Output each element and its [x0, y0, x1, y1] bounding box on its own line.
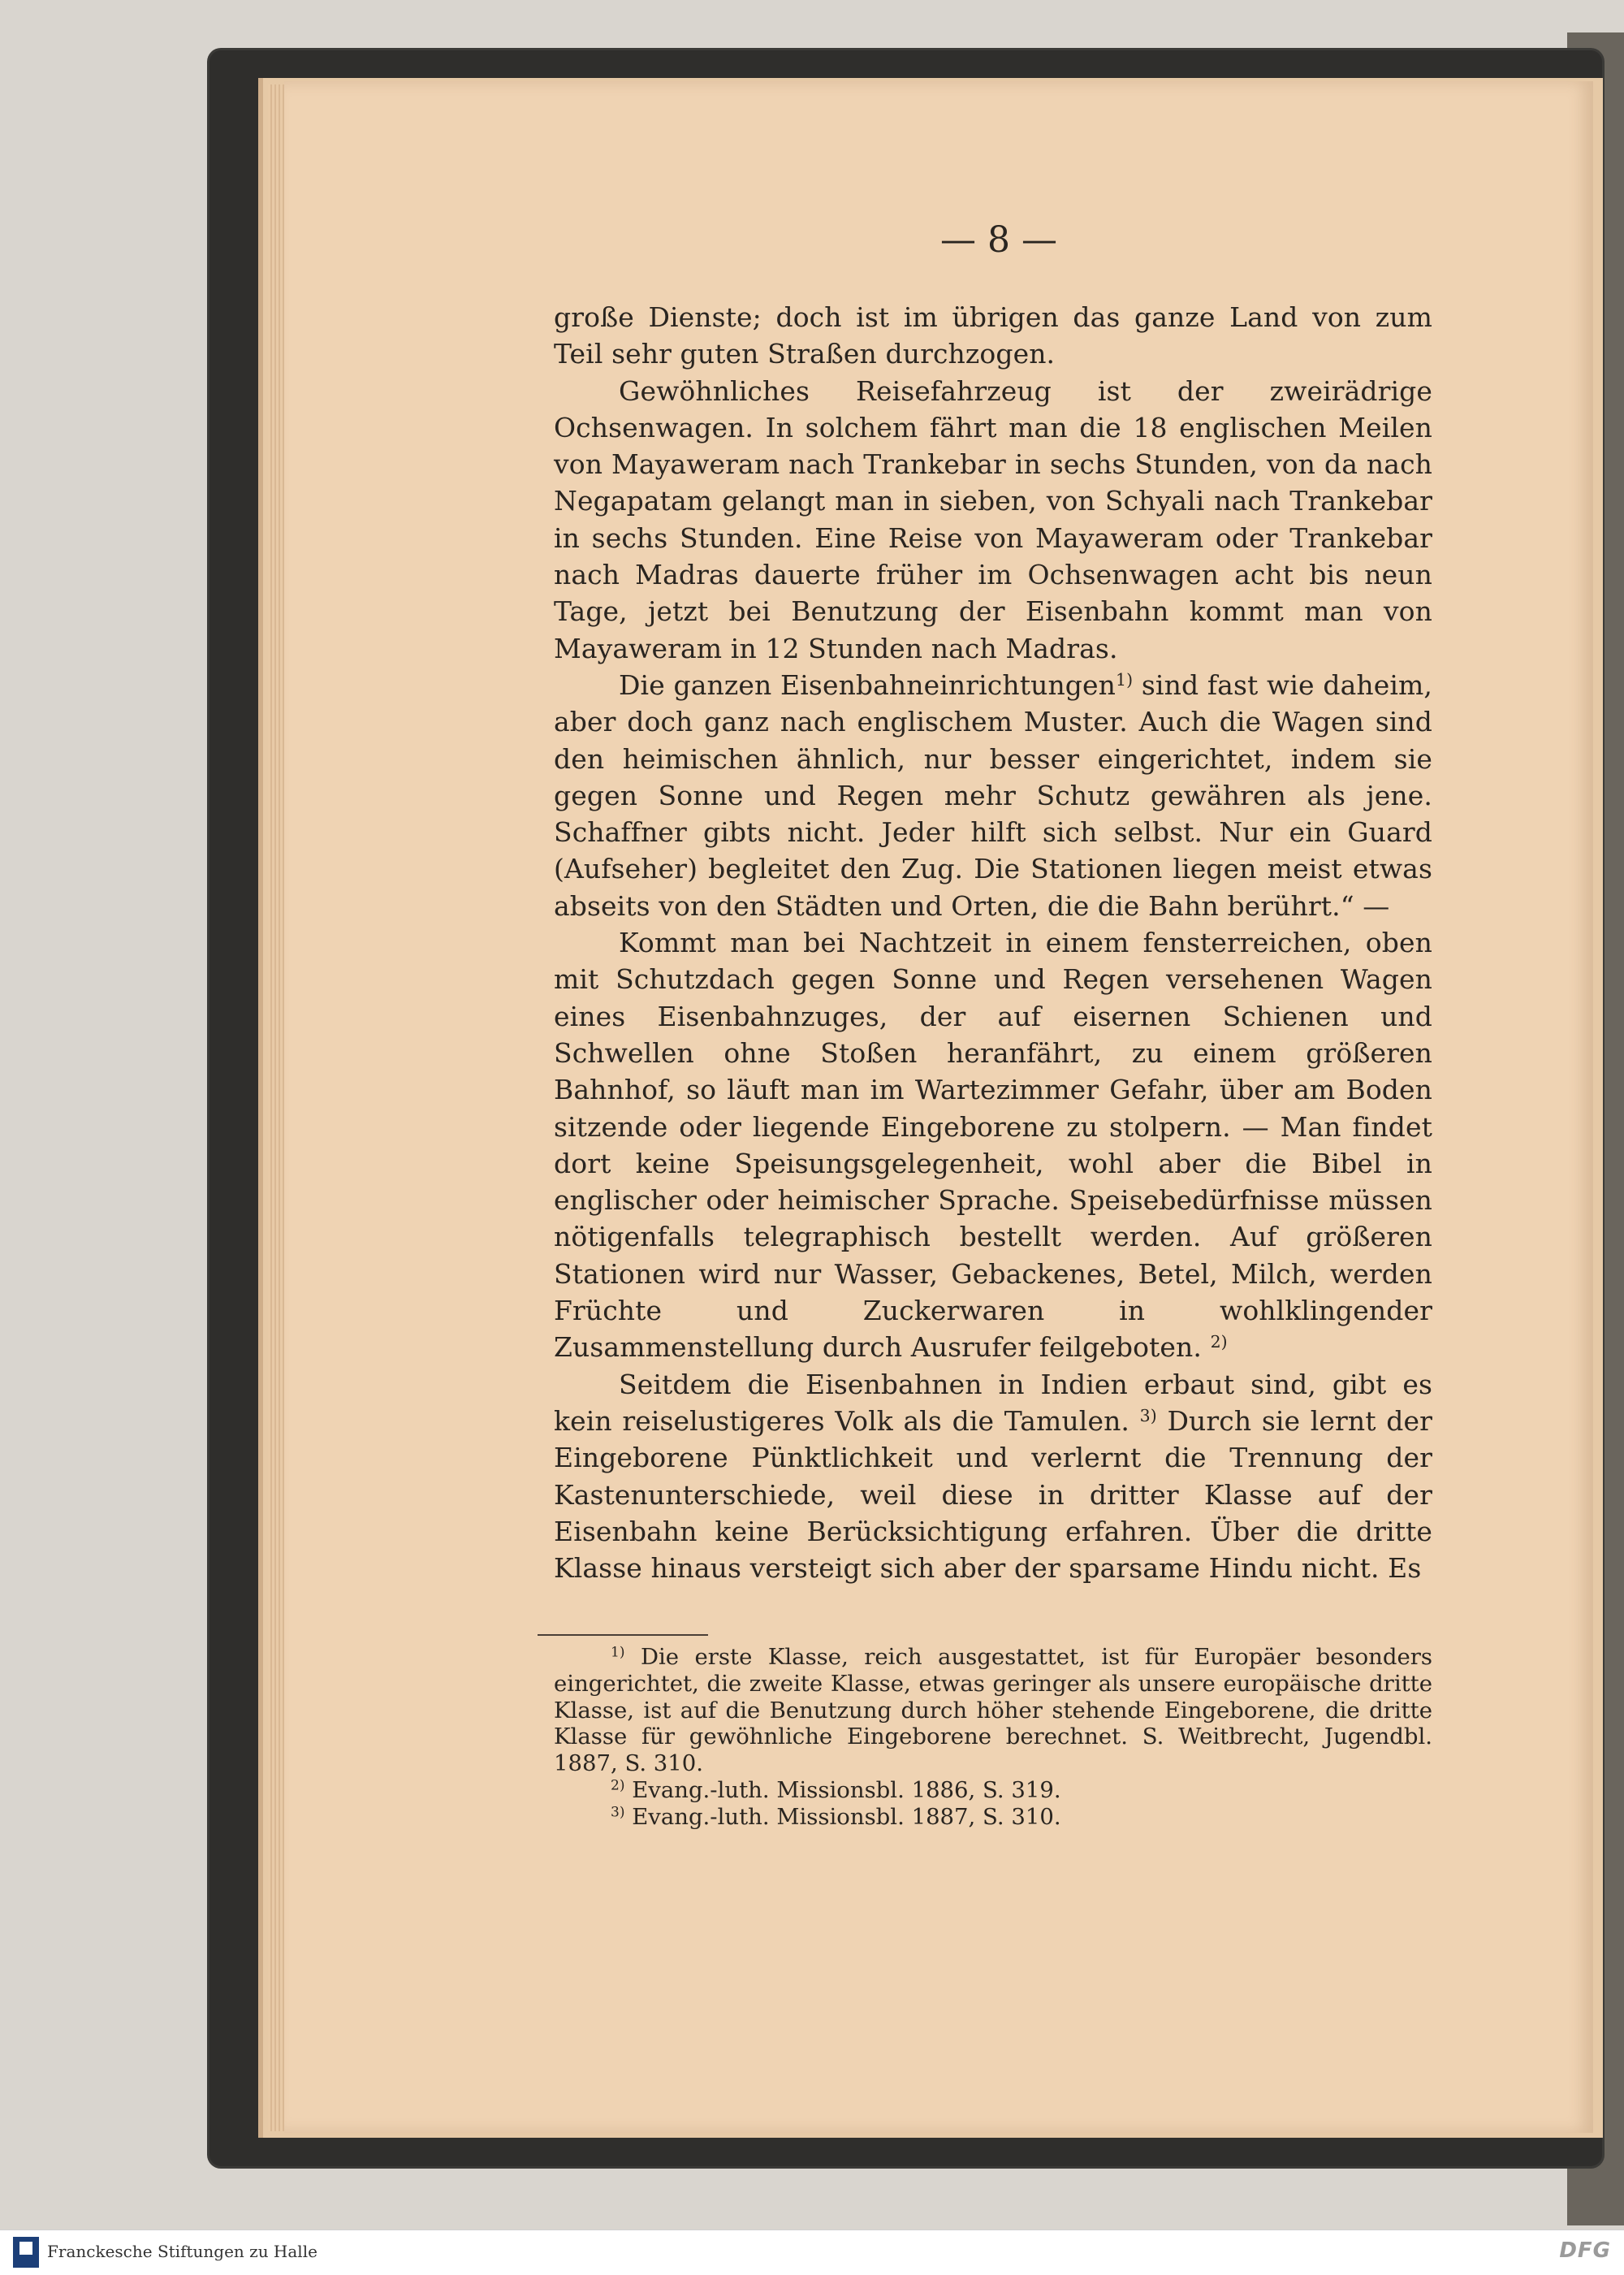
institution-name: Franckesche Stiftungen zu Halle: [47, 2242, 317, 2261]
paragraph-text: Durch sie lernt der Eingeborene Pünktlichkeit und verlernt die Trennung der Kastenunterschiede, weil diese in dritter Klasse auf der Eisenbahn keine Berücksichtigung erfahren. Über die dritte Klasse hinaus versteigt sich aber der sparsame Hindu nicht. Es: [554, 1404, 1433, 1585]
footnote-3: [554, 1804, 1432, 1831]
footnote-text: Evang.-luth. Missionsbl. 1887, S. 310.: [624, 1803, 1061, 1830]
institution-logo-icon: [13, 2237, 39, 2268]
paragraph-text: große Dienste; doch ist im übrigen das ganze Land von zum Teil sehr guten Straßen durchzogen.: [554, 301, 1432, 370]
paragraph-5: [554, 1366, 1432, 1587]
footnote-mark: 1): [611, 1644, 625, 1661]
footnote-2: [554, 1777, 1432, 1804]
paragraph-1: [554, 299, 1432, 373]
footnote-text: Evang.-luth. Missionsbl. 1886, S. 319.: [624, 1776, 1061, 1803]
dfg-badge: DFG: [1559, 2238, 1611, 2263]
footnote-text: Die erste Klasse, reich ausgestattet, ist für Europäer besonders eingerichtet, die zweite Klasse, etwas geringer als unsere europäische dritte Klasse, ist auf die Benutzung durch höher stehende Eingeborene, die dritte Klasse für gewöhnliche Eingeborene berechnet. S. Weitbrecht, Jugendbl. 1887, S. 310.: [554, 1644, 1432, 1777]
footnote-ref-1: 1): [1116, 669, 1134, 690]
paragraph-text: Die ganzen Eisenbahneinrichtungen: [619, 668, 1116, 701]
footnote-rule: [538, 1634, 708, 1636]
footnotes: [554, 1644, 1432, 1831]
paragraph-2: [554, 373, 1432, 667]
paragraph-4: [554, 924, 1432, 1366]
page-number: — 8 —: [940, 219, 1057, 261]
paragraph-text: Gewöhnliches Reisefahrzeug ist der zweirädrige Ochsenwagen. In solchem fährt man die 18 englischen Meilen von Mayaweram nach Trankebar in sechs Stunden, von da nach Negapatam gelangt man in sieben, von Schyali nach Trankebar in sechs Stunden. Eine Reise von Mayaweram oder Trankebar nach Madras dauerte früher im Ochsenwagen acht bis neun Tage, jetzt bei Benutzung der Eisenbahn kommt man von Mayaweram in 12 Stunden nach Madras.: [554, 374, 1432, 664]
main-text: [554, 299, 1432, 1586]
paragraph-text: Seitdem die Eisenbahnen in Indien erbaut sind, gibt es kein reiselustigeres Volk als die Tamulen.: [554, 1368, 1432, 1437]
footnote-ref-2: 2): [1210, 1332, 1228, 1352]
paragraph-text: Kommt man bei Nachtzeit in einem fensterreichen, oben mit Schutzdach gegen Sonne und Regen versehenen Wagen eines Eisenbahnzuges, der auf eisernen Schienen und Schwellen ohne Stoßen heranfährt, zu einem größeren Bahnhof, so läuft man im Wartezimmer Gefahr, über am Boden sitzende oder liegende Eingeborene zu stolpern. — Man findet dort keine Speisungsgelegenheit, wohl aber die Bibel in englischer oder heimischer Sprache. Speisebedürfnisse müssen nötigenfalls telegraphisch bestellt werden. Auf größeren Stationen wird nur Wasser, Gebackenes, Betel, Milch, werden Früchte und Zuckerwaren in wohlklingender Zusammenstellung durch Ausrufer feilgeboten.: [554, 927, 1432, 1364]
paragraph-3: [554, 667, 1432, 924]
footnote-mark: 3): [611, 1804, 625, 1821]
footnote-ref-3: 3): [1139, 1405, 1157, 1425]
paragraph-text: sind fast wie daheim, aber doch ganz nach englischem Muster. Auch die Wagen sind den heimischen ähnlich, nur besser eingerichtet, indem sie gegen Sonne und Regen mehr Schutz gewähren als jene. Schaffner gibts nicht. Jeder hilft sich selbst. Nur ein Guard (Aufseher) begleitet den Zug. Die Stationen liegen meist etwas abseits von den Städten und Orten, die die Bahn berührt.“ —: [554, 668, 1432, 922]
viewer-footer: [0, 2230, 1624, 2275]
footnote-1: [554, 1644, 1432, 1777]
page-edges: [268, 84, 286, 2131]
footnote-mark: 2): [611, 1777, 625, 1794]
